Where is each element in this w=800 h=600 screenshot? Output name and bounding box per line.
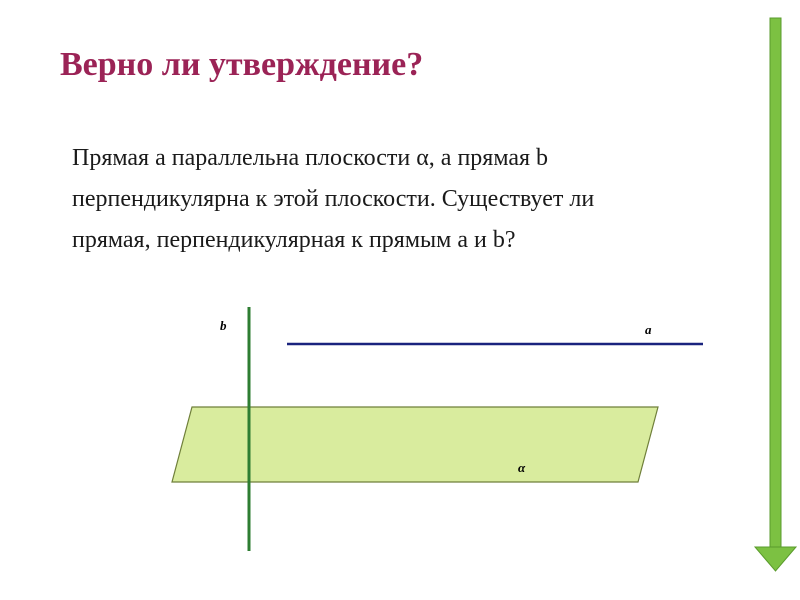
- label-a: a: [645, 322, 652, 337]
- slide-title: Верно ли утверждение?: [60, 46, 424, 83]
- plane-alpha: [172, 407, 658, 482]
- label-plane-alpha: α: [518, 460, 526, 475]
- question-line-1: Прямая а параллельна плоскости α, а прямая b: [72, 145, 549, 171]
- question-line-2: перпендикулярна к этой плоскости. Существует ли: [72, 186, 595, 212]
- scroll-down-arrow-icon[interactable]: [755, 18, 796, 571]
- label-b: b: [220, 318, 227, 333]
- question-line-3: прямая, перпендикулярная к прямым а и b?: [72, 227, 516, 253]
